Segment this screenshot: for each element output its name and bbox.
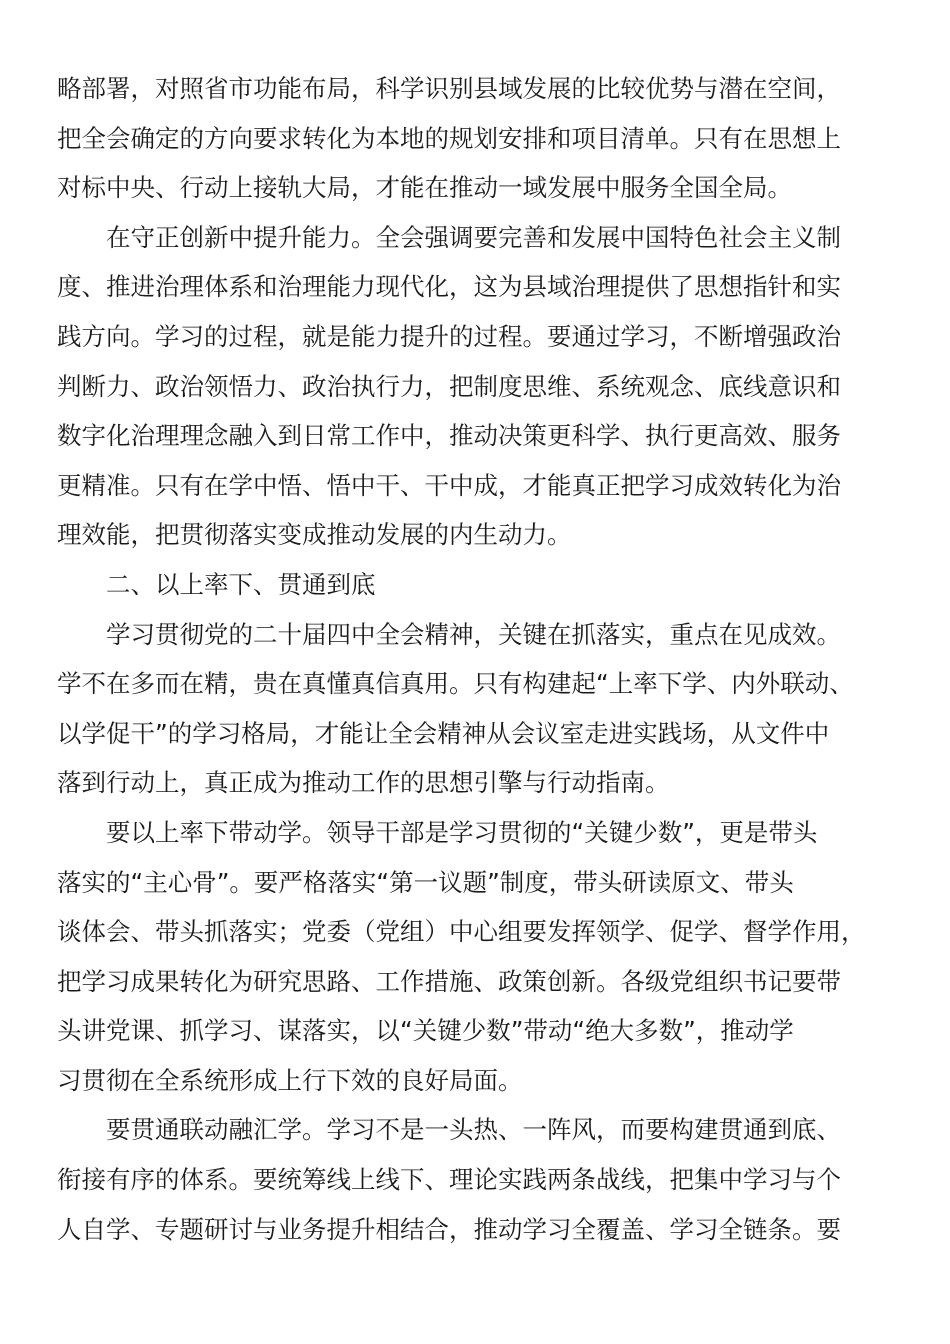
paragraph-line: 数字化治理理念融入到日常工作中，推动决策更科学、执行更高效、服务 — [57, 421, 841, 451]
paragraph-line: 度、推进治理体系和治理能力现代化，这为县域治理提供了思想指针和实 — [57, 272, 841, 302]
paragraph-line: 把学习成果转化为研究思路、工作措施、政策创新。各级党组织书记要带 — [57, 966, 841, 996]
paragraph-line: 要以上率下带动学。领导干部是学习贯彻的“关键少数”，更是带头 — [106, 817, 818, 847]
paragraph-line: 略部署，对照省市功能布局，科学识别县域发展的比较优势与潜在空间， — [57, 74, 841, 103]
paragraph-line: 落到行动上，真正成为推动工作的思想引擎与行动指南。 — [57, 768, 670, 798]
paragraph-line: 头讲党课、抓学习、谋落实，以“关键少数”带动“绝大多数”，推动学 — [57, 1016, 794, 1046]
paragraph-line: 习贯彻在全系统形成上行下效的良好局面。 — [57, 1065, 523, 1095]
paragraph-line: 要贯通联动融汇学。学习不是一头热、一阵风，而要构建贯通到底、 — [106, 1115, 841, 1145]
paragraph-line: 以学促干”的学习格局，才能让全会精神从会议室走进实践场，从文件中 — [57, 718, 830, 748]
section-heading: 二、以上率下、贯通到底 — [106, 569, 376, 599]
document-body — [57, 64, 893, 1254]
paragraph-line: 衔接有序的体系。要统筹线上线下、理论实践两条战线，把集中学习与个 — [57, 1165, 841, 1195]
paragraph-line: 对标中央、行动上接轨大局，才能在推动一域发展中服务全国全局。 — [57, 173, 792, 203]
paragraph-line: 践方向。学习的过程，就是能力提升的过程。要通过学习，不断增强政治 — [57, 321, 841, 351]
paragraph-line: 把全会确定的方向要求转化为本地的规划安排和项目清单。只有在思想上 — [57, 123, 841, 153]
paragraph-line: 理效能，把贯彻落实变成推动发展的内生动力。 — [57, 520, 572, 550]
paragraph-line: 人自学、专题研讨与业务提升相结合，推动学习全覆盖、学习全链条。要 — [57, 1214, 841, 1244]
paragraph-line: 学习贯彻党的二十届四中全会精神，关键在抓落实，重点在见成效。 — [106, 619, 841, 649]
paragraph-line: 更精准。只有在学中悟、悟中干、干中成，才能真正把学习成效转化为治 — [57, 470, 841, 500]
paragraph-line: 判断力、政治领悟力、政治执行力，把制度思维、系统观念、底线意识和 — [57, 371, 841, 401]
paragraph-line: 在守正创新中提升能力。全会强调要完善和发展中国特色社会主义制 — [106, 222, 841, 252]
paragraph-line: 谈体会、带头抓落实；党委（党组）中心组要发挥领学、促学、督学作用， — [57, 917, 866, 947]
paragraph-line: 学不在多而在精，贵在真懂真信真用。只有构建起“上率下学、内外联动、 — [57, 669, 854, 699]
paragraph-line: 落实的“主心骨”。要严格落实“第一议题”制度，带头研读原文、带头 — [57, 867, 794, 897]
